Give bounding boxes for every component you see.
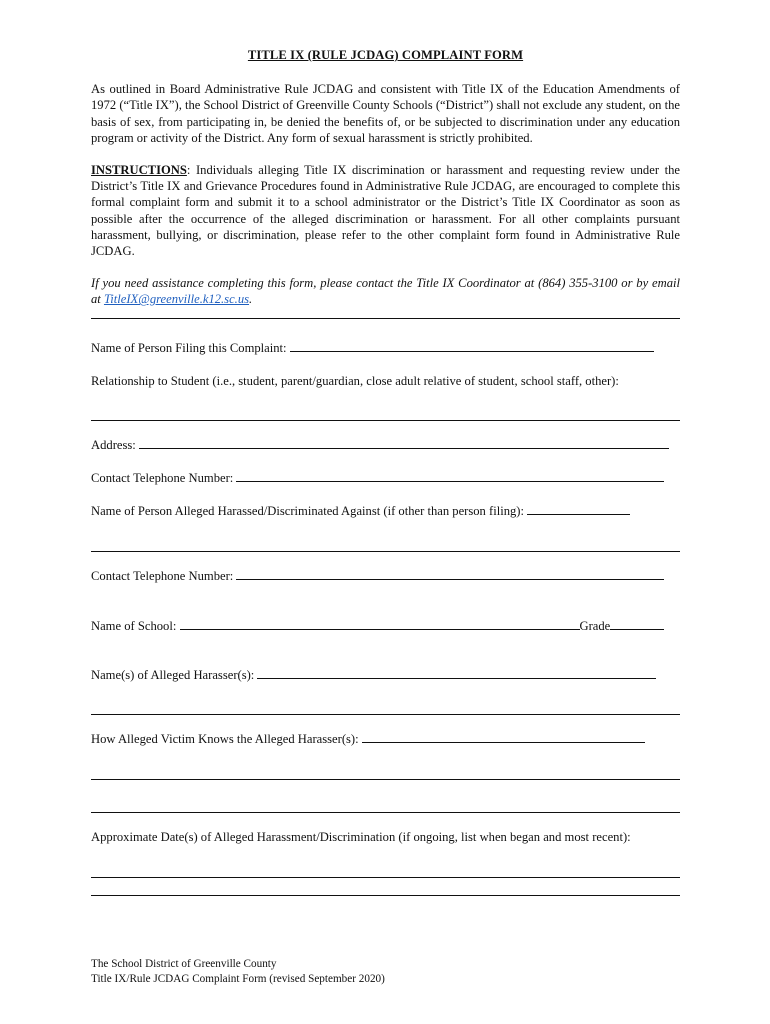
contact-phone-1-line[interactable] xyxy=(236,480,664,482)
alleged-victim-label: Name of Person Alleged Harassed/Discriminated Against (if other than person filing): xyxy=(91,503,524,518)
filer-name-field[interactable] xyxy=(91,340,680,356)
grade-label: Grade xyxy=(579,618,611,633)
form-title: TITLE IX (RULE JCDAG) COMPLAINT FORM xyxy=(247,48,524,62)
alleged-victim-line[interactable] xyxy=(527,513,630,515)
intro-paragraph: As outlined in Board Administrative Rule JCDAG and consistent with Title IX of the Education Amendments of 1972 (“Title IX”), the School District of Greenville County Schools (“District”) shall not exclude any student, on the basis of sex, from participating in, be denied the benefits of, or be subjected to discrimination under any education program or activity of the District. Any form of sexual harassment is strictly prohibited. xyxy=(91,82,680,145)
relationship-line[interactable] xyxy=(91,420,680,421)
harasser-names-field[interactable] xyxy=(91,667,680,683)
how-known-label: How Alleged Victim Knows the Alleged Harasser(s): xyxy=(91,731,359,746)
section-divider xyxy=(91,318,680,319)
school-name-field[interactable] xyxy=(91,618,680,634)
harasser-names-line-2[interactable] xyxy=(91,714,680,715)
grade-line[interactable] xyxy=(610,628,664,630)
alleged-victim-field[interactable] xyxy=(91,503,680,519)
assistance-paragraph xyxy=(91,275,680,307)
instructions-text: : Individuals alleging Title IX discrimination or harassment and requesting review under the District’s Title IX and Grievance Procedures found in Administrative Rule JCDAG, are encouraged to complete this formal complaint form and submit it to a school administrator or the District’s Title IX Coordinator as soon as possible after the occurrence of the alleged discrimination or harassment. For all other complaints pursuant harassment, bullying, or discrimination, please refer to the other complaint form found in Administrative Rule JCDAG. xyxy=(91,163,680,259)
page-footer xyxy=(91,957,385,987)
contact-phone-2-label: Contact Telephone Number: xyxy=(91,568,234,583)
how-known-line[interactable] xyxy=(362,741,645,743)
footer-form-revision: Title IX/Rule JCDAG Complaint Form (revised September 2020) xyxy=(91,973,385,985)
assistance-text: If you need assistance completing this form, please contact the Title IX Coordinator at (864) 355-3100 or by email at xyxy=(91,276,680,307)
coordinator-email-link[interactable]: TitleIX@greenville.k12.sc.us xyxy=(103,292,250,307)
relationship-label: Relationship to Student (i.e., student, parent/guardian, close adult relative of student, school staff, other): xyxy=(91,373,619,388)
dates-line-2[interactable] xyxy=(91,895,680,896)
alleged-victim-line-2[interactable] xyxy=(91,551,680,552)
contact-phone-1-field[interactable] xyxy=(91,470,680,486)
school-name-line[interactable] xyxy=(180,628,580,630)
contact-phone-2-field[interactable] xyxy=(91,568,680,584)
footer-district: The School District of Greenville County xyxy=(91,958,277,970)
instructions-paragraph xyxy=(91,162,680,259)
filer-name-label: Name of Person Filing this Complaint: xyxy=(91,340,287,355)
contact-phone-1-label: Contact Telephone Number: xyxy=(91,470,234,485)
how-known-line-3[interactable] xyxy=(91,812,680,813)
how-known-line-2[interactable] xyxy=(91,779,680,780)
school-name-label: Name of School: xyxy=(91,618,177,633)
filer-name-line[interactable] xyxy=(290,350,654,352)
instructions-label: INSTRUCTIONS xyxy=(91,163,187,178)
harasser-names-label: Name(s) of Alleged Harasser(s): xyxy=(91,667,255,682)
harasser-names-line[interactable] xyxy=(257,677,656,679)
address-label: Address: xyxy=(91,437,136,452)
dates-label: Approximate Date(s) of Alleged Harassment/Discrimination (if ongoing, list when began and most recent): xyxy=(91,829,631,844)
contact-phone-2-line[interactable] xyxy=(236,578,664,580)
form-content xyxy=(91,47,680,844)
relationship-field xyxy=(91,373,680,389)
assistance-end: . xyxy=(249,292,253,307)
address-line[interactable] xyxy=(139,447,669,449)
dates-line-1[interactable] xyxy=(91,877,680,878)
dates-field xyxy=(91,829,680,845)
how-known-field[interactable] xyxy=(91,731,680,747)
address-field[interactable] xyxy=(91,437,680,453)
